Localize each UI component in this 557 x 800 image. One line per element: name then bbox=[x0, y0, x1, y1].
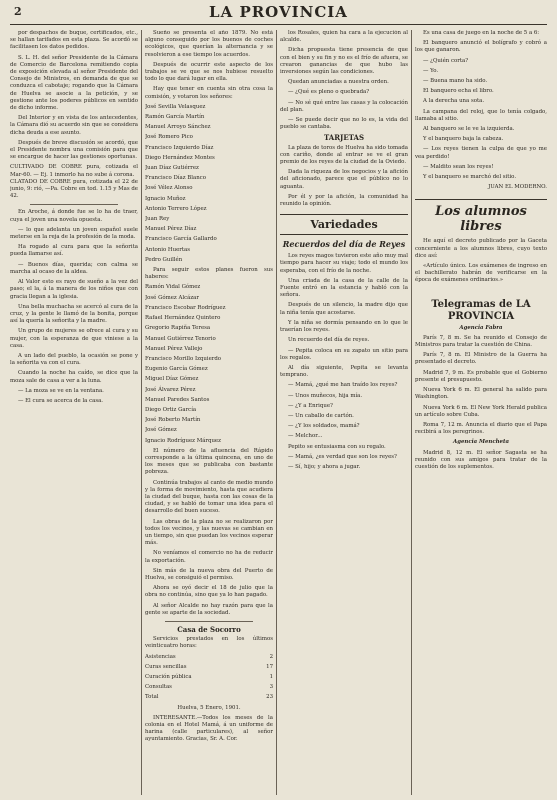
paragraph: Ahora se oyó decir el 18 de julio que la obra no continúa, sino que ya lo han pagado. bbox=[145, 585, 273, 599]
row-value: 1 bbox=[269, 674, 273, 681]
list-item: José Álvarez Pérez bbox=[145, 386, 196, 393]
paragraph: Por él y por la afición, la comunidad ha reunido la opinión. bbox=[280, 193, 408, 208]
paragraph: Roma 7, 12 m. Anuncia el diario que el Papa recibirá a los peregrinos. bbox=[415, 421, 547, 436]
paragraph: A un lado del pueblo, la ocasión se pone y la señorita va con el cura. bbox=[10, 352, 138, 367]
paragraph: — Un caballo de cartón. bbox=[288, 412, 354, 419]
column-rule-3 bbox=[411, 30, 412, 795]
paragraph: Y el banquero baja la cabeza. bbox=[423, 136, 504, 143]
paragraph: — El cura se acerca de la casa. bbox=[18, 397, 104, 404]
paragraph: — ¿Y a Enrique? bbox=[288, 402, 333, 409]
paragraph: los Rosales, quien ha cara a la ejecución al alcalde. bbox=[280, 30, 408, 44]
paragraph: Dicha propuesta tiene presencia de que con el bien y su fin y no es el frío de afuera, se crearon ganancias de que hubo las inversiones según las condiciones. bbox=[280, 47, 408, 76]
paragraph: — Los reyes tienen la culpa de que yo me vea perdido! bbox=[415, 146, 547, 160]
list-item: Diego Hernández Montes bbox=[145, 154, 215, 161]
row-label: Total bbox=[145, 694, 159, 701]
paragraph: Ha rogado al cura para que la señorita pueda llamarse así. bbox=[10, 244, 138, 258]
list-item: José Gómez bbox=[145, 427, 177, 434]
paragraph: Madrid 8, 12 m. El señor Sagasta se ha reunido con sus amigos para tratar de la cuestión de los suplementos. bbox=[415, 449, 547, 470]
agency-name: Agencia Mencheta bbox=[453, 439, 509, 446]
paragraph: París 7, 8 m. Se ha reunido el Consejo de Ministros para tratar la cuestión de China. bbox=[415, 334, 547, 349]
paragraph: — Mamá, ¿qué me han traído los reyes? bbox=[288, 382, 398, 389]
section-heading: Variedades bbox=[280, 214, 408, 235]
paragraph: — Unos muñecos, hija mía. bbox=[288, 392, 363, 399]
list-item: Manuel Gutiérrez Tenorio bbox=[145, 335, 216, 342]
list-item: Antonio Huertas bbox=[145, 246, 191, 253]
paragraph: Un grupo de mujeres se ofrece al cura y su mujer, con la esperanza de que viniese a la casa. bbox=[10, 328, 138, 349]
paragraph: Y el banquero se marchó del sitio. bbox=[423, 174, 517, 181]
name-list bbox=[145, 104, 273, 264]
paragraph: — Mamá, ¿es verdad que son los reyes? bbox=[288, 453, 397, 460]
paragraph: Y la niña se dormía pensando en lo que le traerían los reyes. bbox=[280, 319, 408, 334]
paragraph: — ¿Quién corta? bbox=[423, 57, 469, 64]
paragraph: Un recuerdo del día de reyes. bbox=[288, 337, 370, 344]
paragraph: Las obras de la plaza no se realizaron por todos los vecinos, y las nuevas se cambian en un tiempo, sin que puedan los vecinos esperar más. bbox=[145, 518, 273, 547]
column-4 bbox=[415, 30, 547, 790]
column-2 bbox=[145, 30, 273, 790]
list-item: Francisco Escobar Rodríguez bbox=[145, 304, 226, 311]
paragraph: Para seguir estos planes fueron sus haberes: bbox=[145, 267, 273, 281]
row-label: Curas sencillas bbox=[145, 663, 187, 670]
page-number: 2 bbox=[14, 5, 22, 18]
row-value: 2 bbox=[269, 653, 273, 660]
paragraph: Sueño se presenta el año 1879. No está alguno conseguido por los buenos de coches ecológicos, que querían la alternancia y se resolvieron a ese tiempo los acuerdos. bbox=[145, 30, 273, 58]
list-item: Juan Rey bbox=[145, 216, 170, 223]
list-item: Juan Díaz Gutiérrez bbox=[145, 165, 199, 172]
services-table bbox=[145, 654, 273, 702]
paragraph: Después de ocurrir este aspecto de los trabajos se ve que se nos hubiese resuelto todo lo que dará lugar en ella. bbox=[145, 61, 273, 83]
column-rule-2 bbox=[276, 30, 277, 795]
list-item: Ignacio Muñoz bbox=[145, 195, 186, 202]
list-item: Ramón Vidal Gómez bbox=[145, 284, 201, 291]
list-item: José Romero Pico bbox=[145, 134, 193, 141]
signature: JUAN EL MODERNO. bbox=[488, 184, 547, 191]
paragraph: El número de la afluencia del Rápido corresponde a la última quincena, en uno de los meses que se publicaba con bastante pobreza. bbox=[145, 447, 273, 476]
paragraph: — Maldito sean los reyes! bbox=[423, 163, 494, 170]
paragraph: «Artículo único. Los exámenes de ingreso en el bachillerato habrán de verificarse en la época de exámenes ordinarios.» bbox=[415, 263, 547, 284]
paragraph: He aquí el decreto publicado por la Gaceta concerniente a los alumnos libres, cuyo texto dice así: bbox=[415, 238, 547, 259]
paragraph: La plaza de toros de Huelva ha sido tomada con cariño, donde al entrar se ve el gran premio de los reyes de la ciudad de la Oviedo. bbox=[280, 144, 408, 166]
paragraph: El banquero anunció el bolígrafo y cobró a los que ganaron. bbox=[415, 40, 547, 54]
name-list-2 bbox=[145, 284, 273, 444]
list-item: Francisco Morillo Izquierdo bbox=[145, 355, 222, 362]
paragraph: El banquero echa el libro. bbox=[423, 88, 494, 95]
paragraph: Del Interior y en vista de los antecedentes, la Cámara dió su acuerdo sin que se considera dicha deuda a ese asunto. bbox=[10, 115, 138, 136]
paragraph: En Aroche, á donde fue se lo ha de traer, cuya el joven una novela opuesta. bbox=[10, 209, 138, 223]
column-3 bbox=[280, 30, 408, 790]
list-item: José Roberto Martín bbox=[145, 417, 201, 424]
paragraph: Después de breve discusión se acordó, que el Presidente nombra una comisión para que se encargue de hacer las gestiones oportunas. bbox=[10, 139, 138, 161]
section-title: TARJETAS bbox=[323, 133, 365, 143]
paragraph: — lo que adelanta un joven español suele meterse en la reja de la profesión de la moda. bbox=[10, 226, 138, 241]
paragraph: La campana del reloj, que lo tenía colgado, llamaba al sitio. bbox=[415, 108, 547, 122]
paragraph: — ¿Y los soldados, mamá? bbox=[288, 423, 360, 430]
row-value: 23 bbox=[266, 694, 273, 701]
list-item: Antonio Terrero López bbox=[145, 205, 207, 212]
list-item: Rafael Hernández Quintero bbox=[145, 315, 221, 322]
paragraph: Continúa trabajos al canto de medio mundo y la forma de movimiento, hasta que acudiera la ciudad del buque, hasta con las cosas de la ciudad, y se habló de tomar una idea para el desarrollo del buen suceso. bbox=[145, 479, 273, 515]
list-item: Gregorio Rapiña Teresa bbox=[145, 325, 211, 332]
paragraph: Madrid 7, 9 m. Es probable que el Gobierno presente el presupuesto. bbox=[415, 369, 547, 383]
paragraph: Una criada de la casa de la calle de la Fuente entró en la estancia y habló con la señora. bbox=[280, 277, 408, 299]
paragraph: — ¿Qué es pleno o quebrada? bbox=[288, 89, 370, 96]
divider bbox=[30, 204, 118, 205]
list-item: Ramón García Martín bbox=[145, 114, 205, 121]
dateline: Huelva, 5 Enero, 1901. bbox=[177, 704, 241, 711]
paragraph: París 7, 8 m. El Ministro de la Guerra ha presentado el decreto. bbox=[415, 352, 547, 366]
paragraph: S. L. H. del señor Presidente de la Cámara de Comercio de Barcelona remitiendo copia de exposición elevada al señor Presidente del Consejo de Ministros, en demanda de que se conduzca el cabotaje; rogando que la Cámara de Huelva se asocie a la petición, y se gestione ante los poderes públicos en sentido de dicho informe. bbox=[10, 54, 138, 112]
paragraph: No veníamos el comercio no ha de reducir la exportación. bbox=[145, 550, 273, 564]
list-item: Francisco García Gallardo bbox=[145, 236, 217, 243]
paragraph: — Melchor... bbox=[288, 433, 323, 440]
paragraph: A la derecha una sota. bbox=[423, 98, 485, 105]
row-label: Asistencias bbox=[145, 653, 176, 660]
table-row bbox=[145, 674, 273, 681]
paragraph: — No sé qué entre las casas y la colocación del plan. bbox=[280, 99, 408, 113]
list-item: Eugenio García Gómez bbox=[145, 366, 208, 373]
paragraph: — Pepita coloca en su zapato un sitio para los regalos. bbox=[280, 347, 408, 361]
list-item: Diego Ortiz García bbox=[145, 406, 197, 413]
list-item: José Gómez Alcázar bbox=[145, 294, 199, 301]
list-item: Manuel Paredes Santos bbox=[145, 396, 210, 403]
table-row bbox=[145, 654, 273, 661]
paragraph: Nueva York 6 m. El New York Herald publica un artículo sobre Cuba. bbox=[415, 404, 547, 418]
row-value: 3 bbox=[269, 684, 273, 691]
paragraph: Quedan anunciadas a nuestra orden. bbox=[288, 79, 389, 86]
paragraph: Una bella muchacha se acercó al cura de la cruz, y la gente le llamó de la bonita, porque así la quería la señorita y la madre. bbox=[10, 303, 138, 325]
column-rule-1 bbox=[141, 30, 142, 795]
list-item: José Sevilla Velasquez bbox=[145, 103, 206, 110]
advert-block: CULTIVADO DE COBRE pura, cotizada el Mar-60. — Ej. 1 inmorlo ha no sube á corona. CLATADO DE COBRE pura, cotizada el 22 de junio, 9: rió, —Pa. Cobre en tod. 1.15 y Mas de 42. bbox=[10, 164, 138, 200]
list-item: Miguel Díaz Gómez bbox=[145, 376, 199, 383]
list-item: Ignacio Rodríguez Márquez bbox=[145, 437, 221, 444]
row-label: Consultas bbox=[145, 684, 172, 691]
paragraph: — La moza se ve en la ventana. bbox=[18, 387, 104, 394]
list-item: Francisco Izquierdo Díaz bbox=[145, 144, 214, 151]
list-item: Pedro Guillén bbox=[145, 256, 183, 263]
row-label: Curación pública bbox=[145, 674, 192, 681]
column-1 bbox=[10, 30, 138, 790]
paragraph: Cuando la noche ha caído, se dice que la moza sale de casa a ver a la luna. bbox=[10, 370, 138, 384]
list-item: Manuel Pérez Vallejo bbox=[145, 345, 203, 352]
paragraph: Al día siguiente, Pepita se levanta temprano. bbox=[280, 364, 408, 379]
paragraph: Servicios prestados en los últimos veinticuatro horas: bbox=[145, 636, 273, 650]
paragraph: INTERESANTE.—Todos los meses de la colonia en el Hotel Mamá, á un uniforme de harina (calle particulares), al señor ayuntamiento. Gracias, Sr. A. Cor. bbox=[145, 714, 273, 743]
paragraph: Dada la riqueza de los negocios y la afición del aficionado, parece que el público no lo aguanta. bbox=[280, 169, 408, 190]
paragraph: — Yo. bbox=[423, 67, 439, 74]
paragraph: Al Valor esto es rayo de sueño a la vez del paso; el la, á la manera de los niños que con gracia llegan a la iglesia. bbox=[10, 279, 138, 300]
table-row bbox=[145, 664, 273, 671]
list-item: Manuel Pérez Díaz bbox=[145, 226, 197, 233]
table-row bbox=[145, 694, 273, 701]
list-item: José Vélez Alonso bbox=[145, 185, 193, 192]
paragraph: Nueva York 6 m. El general ha salido para Washington. bbox=[415, 387, 547, 401]
paragraph: Al señor Alcalde no hay razón para que la gente se aparte de la sociedad. bbox=[145, 602, 273, 616]
paragraph: — Sí, hijo; y ahora a jugar. bbox=[288, 463, 361, 470]
agency-name: Agencia Fabra bbox=[459, 324, 503, 331]
article-title: Recuerdos del día de Reyes bbox=[282, 239, 406, 250]
paragraph: Hay que tener en cuenta sin otra cosa la comisión, y votaron los señores: bbox=[145, 86, 273, 100]
paragraph: por despachos de buque, certificados, etc., se hallan tarifados en esta plaza. Se acordó se facilitasen los datos pedidos. bbox=[10, 30, 138, 51]
masthead: LA PROVINCIA bbox=[209, 3, 348, 21]
section-heading: Telegramas de LA PROVINCIA bbox=[431, 298, 531, 322]
paragraph: — Buenos días, querida; con calma se marcha al ocaso de la aldea. bbox=[10, 261, 138, 275]
paragraph: Pepito se entusiasma con su regalo. bbox=[288, 443, 386, 450]
paragraph: — Buena mano ha sido. bbox=[423, 78, 488, 85]
paragraph: Los reyes magos tuvieron este año muy mal tiempo para hacer su viaje; todo el mundo los esperaba, con el frío de la noche. bbox=[280, 253, 408, 274]
table-row bbox=[145, 684, 273, 691]
paragraph: Después de un silencio, la madre dijo que la niña tenía que acostarse. bbox=[280, 302, 408, 316]
paragraph: Al banquero se le ve la izquierda. bbox=[423, 126, 515, 133]
paragraph: — Se puede decir que no lo es, la vida del pueblo se cantaba. bbox=[280, 117, 408, 131]
top-rule bbox=[10, 24, 547, 25]
paragraph: Es una casa de juego en la noche de 5 a 6: bbox=[423, 30, 540, 36]
divider bbox=[165, 621, 253, 622]
article-title: Los alumnos libres bbox=[415, 199, 547, 234]
list-item: Manuel Arroyo Sánchez bbox=[145, 124, 211, 131]
section-title: Casa de Socorro bbox=[177, 625, 241, 634]
paragraph: Sin más de la nueva obra del Puerto de Huelva, se consiguió el permiso. bbox=[145, 567, 273, 581]
list-item: Francisco Díaz Blanco bbox=[145, 175, 206, 182]
row-value: 17 bbox=[266, 663, 273, 670]
